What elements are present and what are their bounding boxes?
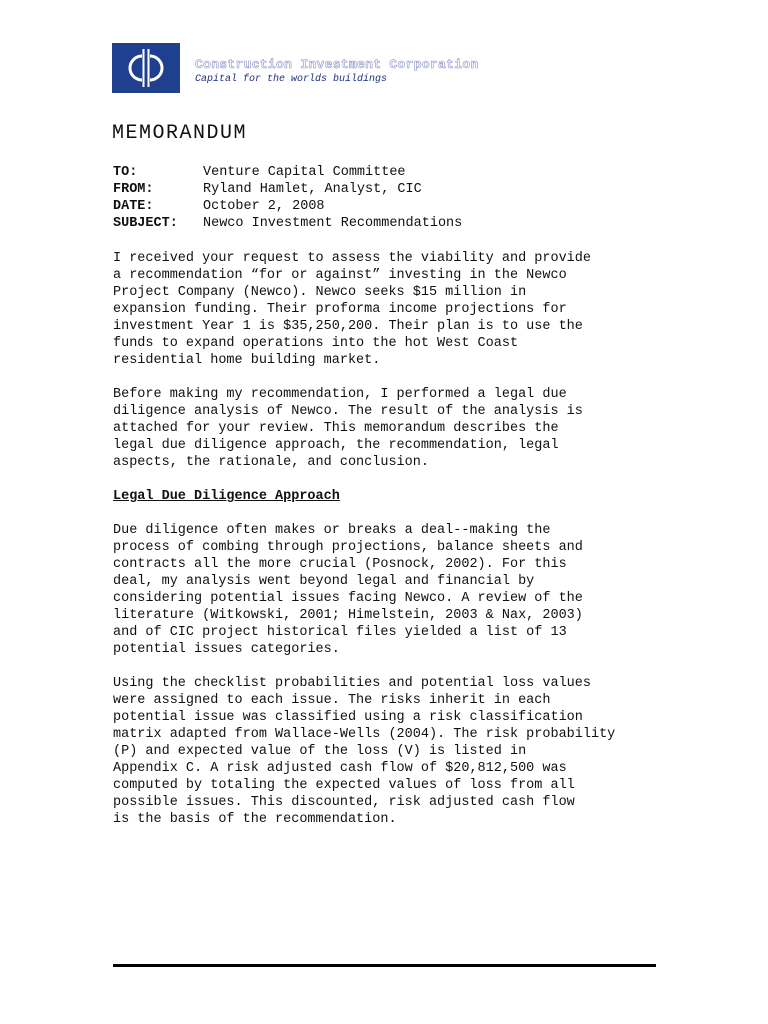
to-row bbox=[113, 164, 462, 181]
date-label: DATE: bbox=[113, 199, 154, 214]
body-paragraph-4: Using the checklist probabilities and potential loss values were assigned to each issue. The risks inherit in each potential issue was classified using a risk classification matrix adapted from Wallace-Wells (2004). The risk probability (P) and expected value of the loss (V) is listed in Appendix C. A risk adjusted cash flow of $20,812,500 was computed by totaling the expected values of loss from all possible issues. This discounted, risk adjusted cash flow is the basis of the recommendation. bbox=[113, 676, 616, 827]
body-paragraph-2: Before making my recommendation, I performed a legal due diligence analysis of Newco. The result of the analysis is attached for your review. This memorandum describes the legal due diligence approach, the recommendation, legal aspects, the rationale, and conclusion. bbox=[113, 387, 583, 470]
date-row bbox=[113, 198, 462, 215]
footer-divider bbox=[113, 964, 656, 967]
memo-title: MEMORANDUM bbox=[112, 122, 248, 145]
to-value: Venture Capital Committee bbox=[203, 165, 406, 180]
section-heading-legal-due-diligence: Legal Due Diligence Approach bbox=[113, 489, 340, 504]
cic-logo bbox=[112, 43, 180, 93]
subject-row bbox=[113, 215, 462, 232]
company-name: Construction Investment Corporation bbox=[195, 57, 479, 72]
to-label: TO: bbox=[113, 165, 138, 180]
subject-value: Newco Investment Recommendations bbox=[203, 216, 463, 231]
from-label: FROM: bbox=[113, 182, 154, 197]
memo-header-fields bbox=[113, 164, 462, 232]
from-value: Ryland Hamlet, Analyst, CIC bbox=[203, 182, 422, 197]
memo-body bbox=[113, 250, 673, 845]
body-paragraph-1: I received your request to assess the viability and provide a recommendation “for or against” investing in the Newco Project Company (Newco). Newco seeks $15 million in expansion funding. Their proforma income projections for investment Year 1 is $35,250,200. Their plan is to use the funds to expand operations into the hot West Coast residential home building market. bbox=[113, 251, 591, 368]
from-row bbox=[113, 181, 462, 198]
body-paragraph-3: Due diligence often makes or breaks a deal--making the process of combing through projections, balance sheets and contracts all the more crucial (Posnock, 2002). For this deal, my analysis went beyond legal and financial by considering potential issues facing Newco. A review of the literature (Witkowski, 2001; Himelstein, 2003 & Nax, 2003) and of CIC project historical files yielded a list of 13 potential issues categories. bbox=[113, 523, 583, 657]
company-tagline: Capital for the worlds buildings bbox=[195, 74, 388, 85]
subject-label: SUBJECT: bbox=[113, 216, 178, 231]
date-value: October 2, 2008 bbox=[203, 199, 325, 214]
logo-background bbox=[112, 43, 180, 93]
